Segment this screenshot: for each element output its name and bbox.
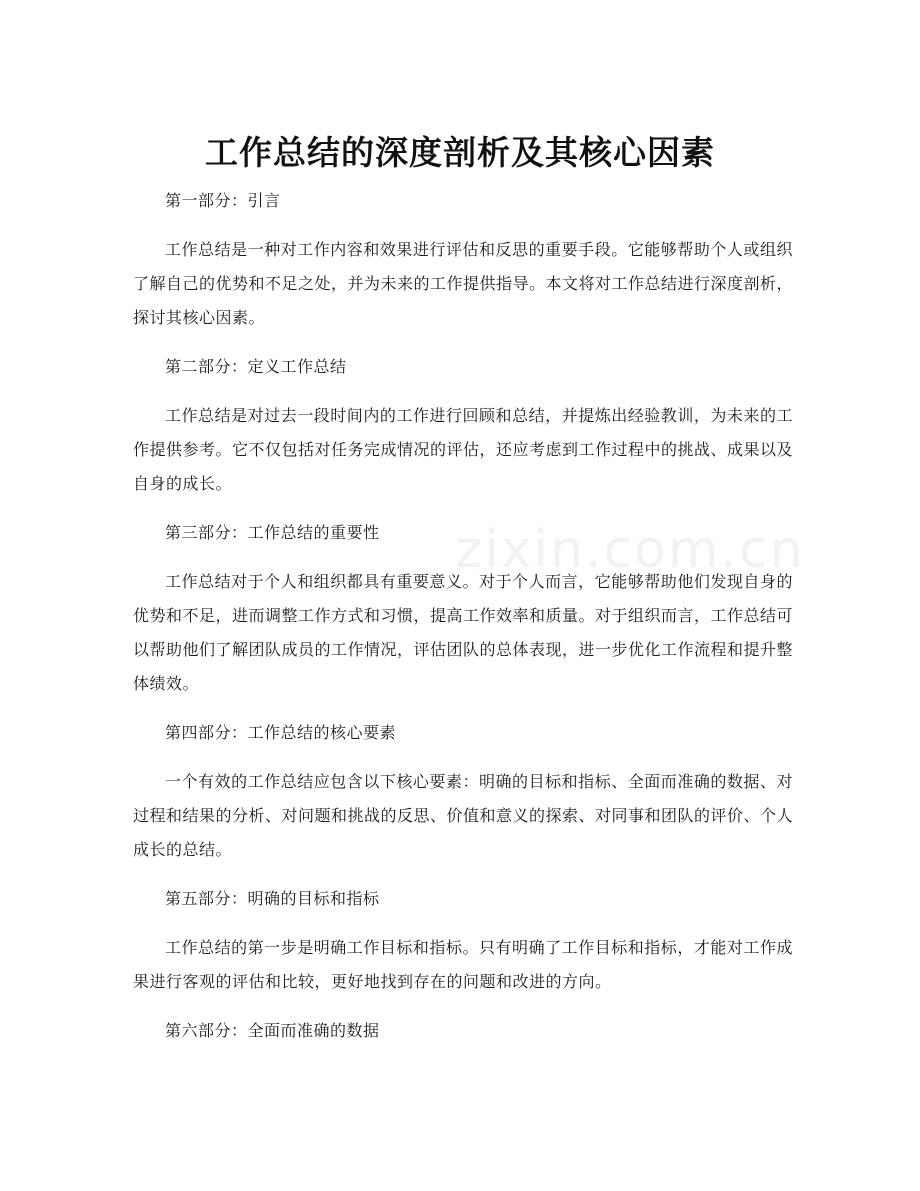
section-paragraph: 工作总结对于个人和组织都具有重要意义。对于个人而言，它能够帮助他们发现自身的优势和不足，进而调整工作方式和习惯，提高工作效率和质量。对于组织而言，工作总结可以帮助他们了解团队成员的工作情况，评估团队的总体表现，进一步优化工作流程和提升整体绩效。 (133, 572, 794, 693)
section-paragraph: 工作总结是对过去一段时间内的工作进行回顾和总结，并提炼出经验教训，为未来的工作提供参考。它不仅包括对任务完成情况的评估，还应考虑到工作过程中的挑战、成果以及自身的成长。 (133, 406, 794, 493)
document-body (133, 184, 793, 1063)
section-heading: 第四部分：工作总结的核心要素 (165, 723, 397, 742)
section-heading: 第五部分：明确的目标和指标 (165, 889, 380, 908)
section-heading: 第二部分：定义工作总结 (165, 357, 347, 376)
document-title: 工作总结的深度剖析及其核心因素 (205, 133, 715, 173)
section-heading: 第六部分：全面而准确的数据 (165, 1021, 380, 1040)
section-heading: 第三部分：工作总结的重要性 (165, 523, 380, 542)
section-paragraph: 一个有效的工作总结应包含以下核心要素：明确的目标和指标、全面而准确的数据、对过程和结果的分析、对问题和挑战的反思、价值和意义的探索、对同事和团队的评价、个人成长的总结。 (133, 772, 794, 859)
section-heading: 第一部分：引言 (165, 191, 281, 210)
section-paragraph: 工作总结的第一步是明确工作目标和指标。只有明确了工作目标和指标，才能对工作成果进行客观的评估和比较，更好地找到存在的问题和改进的方向。 (133, 938, 793, 991)
section-paragraph: 工作总结是一种对工作内容和效果进行评估和反思的重要手段。它能够帮助个人或组织了解自己的优势和不足之处，并为未来的工作提供指导。本文将对工作总结进行深度剖析，探讨其核心因素。 (133, 240, 794, 327)
watermark: zixin.com.cn (455, 520, 805, 580)
